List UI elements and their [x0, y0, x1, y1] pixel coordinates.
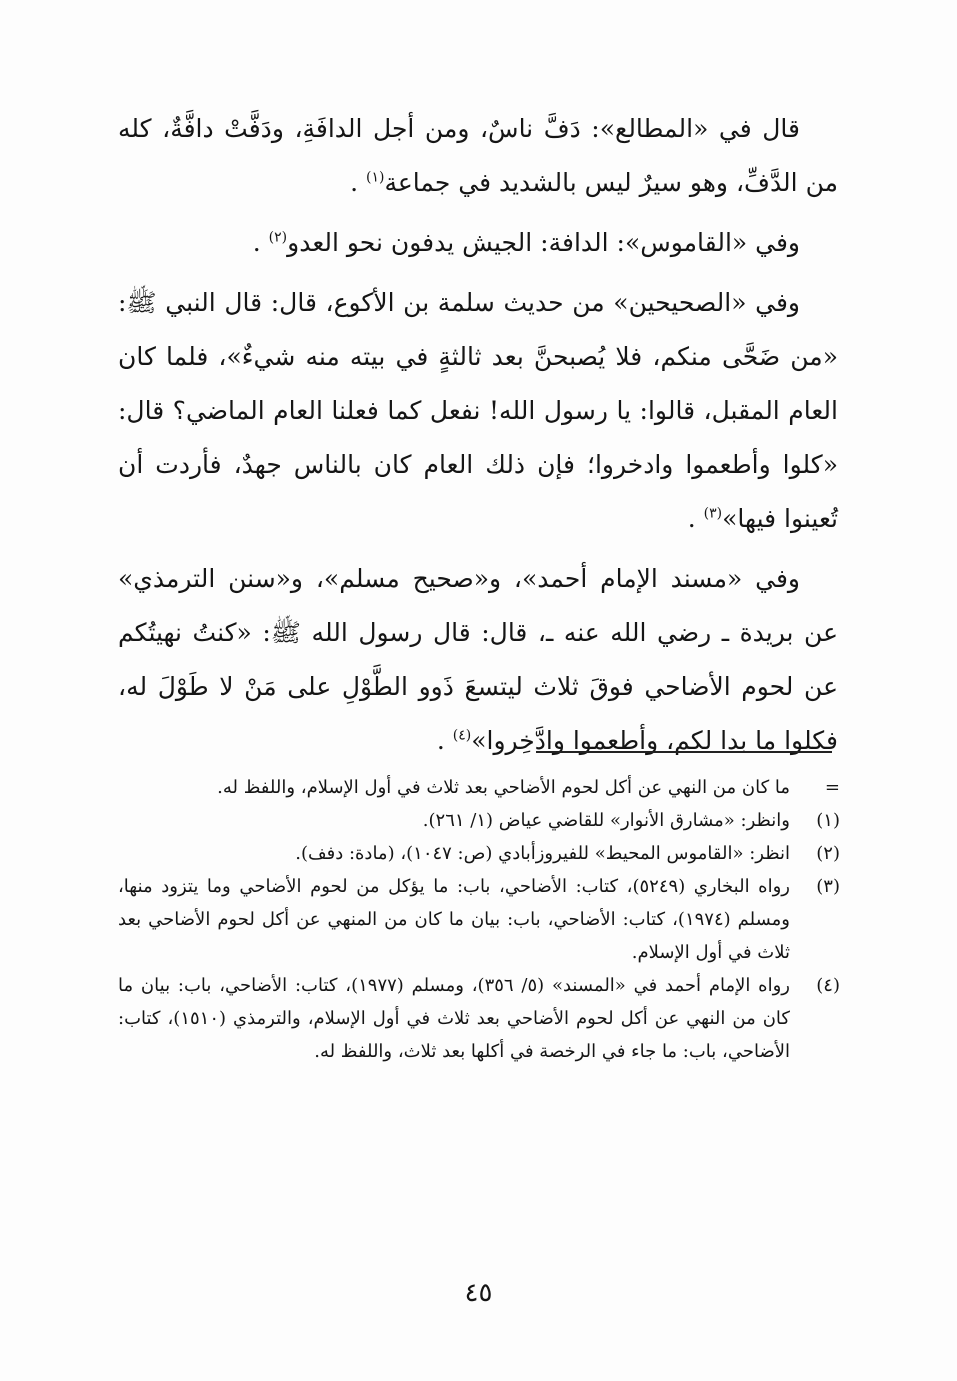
- footnote-mark: (٣): [816, 876, 840, 897]
- footnote-ref-1[interactable]: (١): [365, 169, 385, 186]
- page-number: ٤٥: [464, 1278, 493, 1308]
- footnote-ref-3[interactable]: (٣): [703, 505, 723, 522]
- paragraph-sahihayn: وفي «الصحيحين» من حديث سلمة بن الأكوع، قال: قال النبي ﷺ: «من ضَحَّى منكم، فلا يُصبحنَّ بعد ثالثةٍ في بيته منه شيءٌ»، فلما كان العام المقبل، قالوا: يا رسول الله! نفعل كما فعلنا العام الماضي؟ قال: «كلوا وأطعموا وادخروا؛ فإن ذلك العام كان بالناس جهدٌ، فأردت أن تُعينوا فيها»$^{(٣)}$ .: [118, 288, 838, 533]
- footnote-1: [118, 804, 840, 837]
- main-text: [118, 102, 838, 768]
- footnote-ref-2[interactable]: (٢): [268, 229, 288, 246]
- footnote-2: [118, 837, 840, 870]
- footnote-text: انظر: «القاموس المحيط» للفيروزأبادي (ص: ١٠٤٧)، (مادة: دفف).: [295, 843, 790, 864]
- footnote-4: [118, 969, 840, 1068]
- footnote-mark: =: [824, 777, 840, 798]
- footnote-text: رواه البخاري (٥٢٤٩)، كتاب: الأضاحي، باب: ما يؤكل من لحوم الأضاحي وما يتزود منها، ومسلم (١٩٧٤)، كتاب: الأضاحي، باب: بيان ما كان من المنهي عن أكل لحوم الأضاحي بعد ثلاث في أول الإسلام.: [118, 876, 790, 963]
- footnotes: [118, 771, 840, 1068]
- footnote-3: [118, 870, 840, 969]
- footnote-mark: (٢): [816, 843, 840, 864]
- footnote-ref-4[interactable]: (٤): [452, 727, 472, 744]
- footnote-mark: (٤): [816, 975, 840, 996]
- footnote-separator: [536, 751, 832, 753]
- footnote-text: رواه الإمام أحمد في «المسند» (٥/ ٣٥٦)، ومسلم (١٩٧٧)، كتاب: الأضاحي، باب: بيان ما كان من النهي عن أكل لحوم الأضاحي بعد ثلاث في أول الإسلام، والترمذي (١٥١٠)، كتاب: الأضاحي، باب: ما جاء في الرخصة في أكلها بعد ثلاث، واللفظ له.: [118, 975, 790, 1062]
- footnote-text: وانظر: «مشارق الأنوار» للقاضي عياض (١/ ٢٦١).: [422, 810, 790, 831]
- paragraph-dafa: قال في «المطالع»: دَفَّ ناسٌ، ومن أجل الدافَةِ، ودَفَّتْ دافَّةٌ، كله من الدَّفِّ، وهو سيرٌ ليس بالشديد في جماعة$^{(١)}$ .: [118, 114, 838, 197]
- footnote-text: ما كان من النهي عن أكل لحوم الأضاحي بعد ثلاث في أول الإسلام، واللفظ له.: [217, 777, 790, 798]
- paragraph-musnad: وفي «مسند الإمام أحمد»، و«صحيح مسلم»، و«سنن الترمذي» عن بريدة ـ رضي الله عنه ـ، قال: قال رسول الله ﷺ: «كنتُ نهيتُكم عن لحوم الأضاحي فوقَ ثلاث ليتسعَ ذَوو الطَّوْلِ على مَنْ لا طَوْلَ له، فكلوا ما بدا لكم، وأطعموا وادَّخِروا»$^{(٤)}$ .: [118, 564, 838, 755]
- paragraph-qamus: وفي «القاموس»: الدافة: الجيش يدفون نحو العدو$^{(٢)}$ .: [252, 228, 800, 257]
- footnote-continuation: [118, 771, 840, 804]
- footnote-mark: (١): [816, 810, 840, 831]
